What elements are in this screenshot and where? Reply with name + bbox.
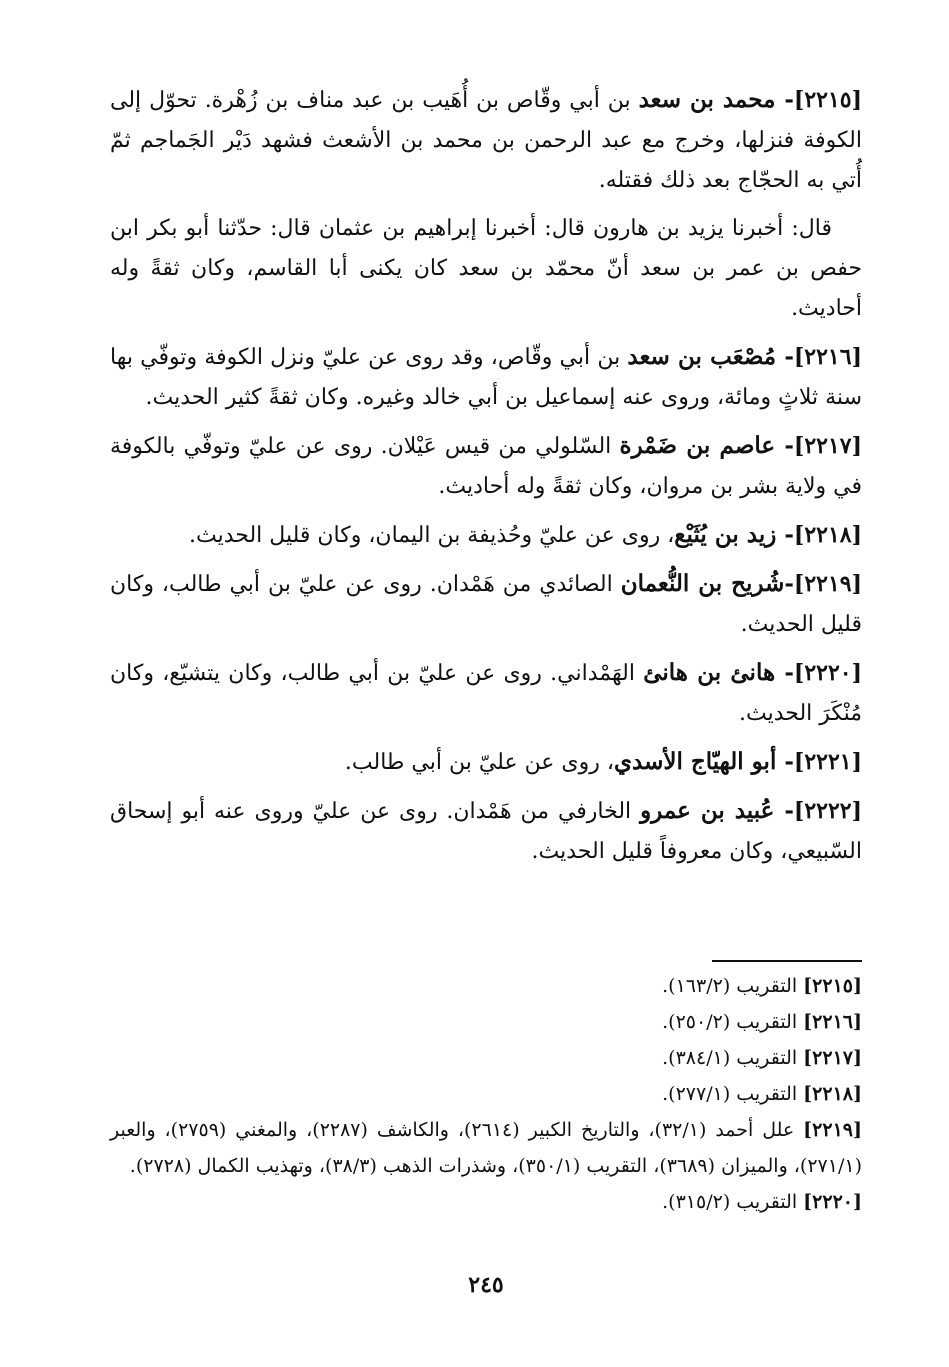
- entry-number: [٢٢١٦]: [793, 344, 862, 370]
- entry-text: ، روى عن عليّ وحُذيفة بن اليمان، وكان قليل الحديث.: [189, 523, 675, 548]
- main-text: [110, 80, 862, 872]
- entry-name: -شُريح بن النُّعمان: [620, 570, 794, 597]
- entry-name: - عاصم بن ضَمْرة: [619, 432, 794, 459]
- footnote-text: التقريب (٢٧٧/١).: [662, 1083, 804, 1105]
- entry-number: [٢٢١٨]: [793, 522, 862, 548]
- entry-2222: [110, 791, 862, 872]
- entry-2216: [110, 337, 862, 418]
- entry-name: - أبو الهيّاج الأسدي: [614, 748, 794, 775]
- entry-number: [٢٢٢١]: [793, 749, 862, 775]
- entry-number: [٢٢١٩]: [793, 571, 863, 597]
- entry-name: - زيد بن يُثَيْع: [674, 521, 794, 548]
- footnotes: [110, 968, 862, 1220]
- entry-name: - محمد بن سعد: [638, 86, 794, 113]
- entry-name: - عُبيد بن عمرو: [640, 797, 794, 824]
- entry-2219: [110, 564, 862, 645]
- entry-text: الهَمْداني. روى عن عليّ بن أبي طالب، وكان يتشيّع، وكان مُنْكَرَ الحديث.: [110, 661, 862, 726]
- entry-2220: [110, 653, 862, 734]
- entry-name: - مُصْعَب بن سعد: [627, 343, 794, 370]
- footnote-number: [٢٢١٥]: [803, 975, 862, 997]
- footnote-2220: [110, 1184, 862, 1220]
- footnote-2215: [110, 968, 862, 1004]
- entry-2218: [110, 515, 862, 556]
- footnote-2216: [110, 1004, 862, 1040]
- footnote-2217: [110, 1040, 862, 1076]
- footnote-number: [٢٢١٩]: [803, 1119, 862, 1141]
- entry-text: الخارفي من هَمْدان. روى عن عليّ وروى عنه أبو إسحاق السّبيعي، وكان معروفاً قليل الحديث.: [110, 799, 862, 864]
- footnote-text: التقريب (٣١٥/٢).: [662, 1191, 804, 1213]
- entry-2217: [110, 426, 862, 507]
- entry-text: الصائدي من هَمْدان. روى عن عليّ بن أبي طالب، وكان قليل الحديث.: [110, 572, 862, 637]
- narration-paragraph: قال: أخبرنا يزيد بن هارون قال: أخبرنا إبراهيم بن عثمان قال: حدّثنا أبو بكر ابن حفص بن عمر بن سعد أنّ محمّد بن سعد كان يكنى أبا القاسم، وكان ثقةً وله أحاديث.: [110, 216, 862, 321]
- footnote-number: [٢٢١٨]: [803, 1083, 862, 1105]
- entry-number: [٢٢١٧]: [793, 433, 862, 459]
- entry-number: [٢٢١٥]: [793, 87, 862, 113]
- entry-2221: [110, 742, 862, 783]
- entry-text: بن أبي وقّاص، وقد روى عن عليّ ونزل الكوفة وتوفّي بها سنة ثلاثٍ ومائة، وروى عنه إسماعيل بن أبي خالد وغيره. وكان ثقةً كثير الحديث.: [110, 345, 862, 410]
- footnote-number: [٢٢١٧]: [803, 1047, 862, 1069]
- entry-name: - هانئ بن هانئ: [643, 659, 794, 686]
- entry-text: ، روى عن عليّ بن أبي طالب.: [344, 750, 614, 775]
- page-number: ٢٤٥: [468, 1272, 504, 1298]
- entry-text: السّلولي من قيس عَيْلان. روى عن عليّ وتوفّي بالكوفة في ولاية بشر بن مروان، وكان ثقةً وله أحاديث.: [110, 434, 862, 499]
- footnote-number: [٢٢٢٠]: [803, 1191, 862, 1213]
- book-page: [110, 80, 862, 1320]
- footnote-text: التقريب (١٦٣/٢).: [662, 975, 804, 997]
- footnote-text: التقريب (٢٥٠/٢).: [662, 1011, 804, 1033]
- entry-2215: [110, 80, 862, 201]
- footnote-divider: [712, 960, 862, 962]
- footnote-2219: [110, 1112, 862, 1184]
- footnote-text: علل أحمد (٣٢/١)، والتاريخ الكبير (٢٦١٤)، والكاشف (٢٢٨٧)، والمغني (٢٧٥٩)، والعبر (٢٧١/١)، والميزان (٣٦٨٩)، التقريب (٣٥٠/١)، وشذرات الذهب (٣٨/٣)، وتهذيب الكمال (٢٧٢٨).: [110, 1119, 862, 1177]
- entry-number: [٢٢٢٠]: [793, 660, 862, 686]
- footnote-number: [٢٢١٦]: [803, 1011, 862, 1033]
- entry-number: [٢٢٢٢]: [793, 798, 862, 824]
- footnote-2218: [110, 1076, 862, 1112]
- footnote-text: التقريب (٣٨٤/١).: [662, 1047, 804, 1069]
- entry-text: بن أبي وقّاص بن أُهَيب بن عبد مناف بن زُهْرة. تحوّل إلى الكوفة فنزلها، وخرج مع عبد الرحمن بن محمد بن الأشعث فشهد دَيْر الجَماجم ثمّ أُتي به الحجّاج بعد ذلك فقتله.: [110, 88, 862, 193]
